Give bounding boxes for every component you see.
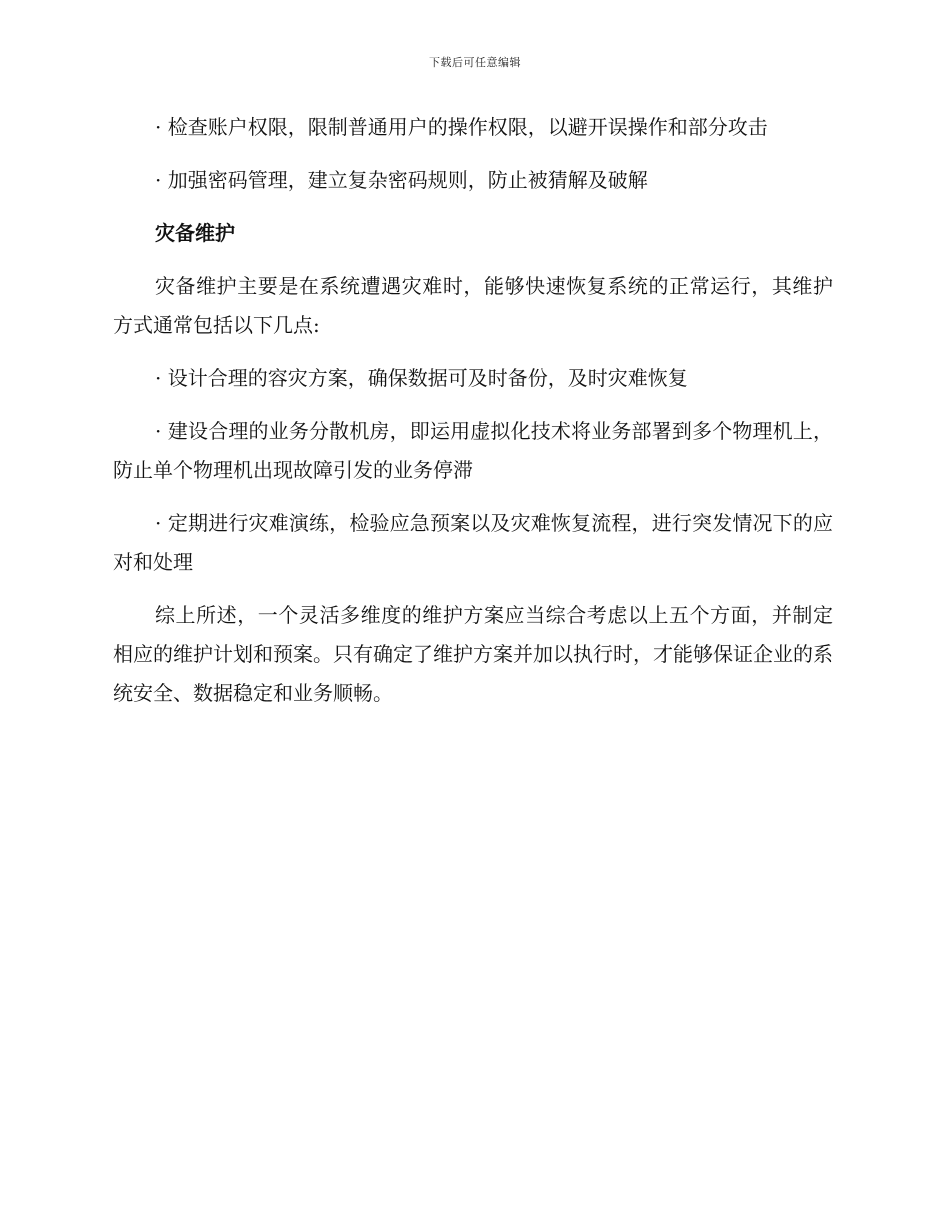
section-heading-disaster-recovery: 灾备维护 bbox=[155, 221, 235, 245]
bullet-account-permissions: · 检查账户权限，限制普通用户的操作权限，以避开误操作和部分攻击 bbox=[155, 115, 768, 139]
bullet-disaster-drills: · 定期进行灾难演练，检验应急预案以及灾难恢复流程，进行突发情况下的应对和处理 bbox=[113, 511, 833, 574]
document-body bbox=[113, 108, 833, 727]
bullet-disaster-plan: · 设计合理的容灾方案，确保数据可及时备份，及时灾难恢复 bbox=[155, 366, 688, 390]
bullet-distributed-datacenter: · 建设合理的业务分散机房，即运用虚拟化技术将业务部署到多个物理机上，防止单个物理机出现故障引发的业务停滞 bbox=[113, 419, 833, 482]
bullet-password-management: · 加强密码管理，建立复杂密码规则，防止被猜解及破解 bbox=[155, 168, 648, 192]
page-header-note: 下载后可任意编辑 bbox=[429, 56, 521, 69]
conclusion-paragraph: 综上所述，一个灵活多维度的维护方案应当综合考虑以上五个方面，并制定相应的维护计划和预案。只有确定了维护方案并加以执行时，才能够保证企业的系统安全、数据稳定和业务顺畅。 bbox=[113, 603, 833, 705]
intro-paragraph: 灾备维护主要是在系统遭遇灾难时，能够快速恢复系统的正常运行，其维护方式通常包括以下几点: bbox=[113, 274, 833, 337]
